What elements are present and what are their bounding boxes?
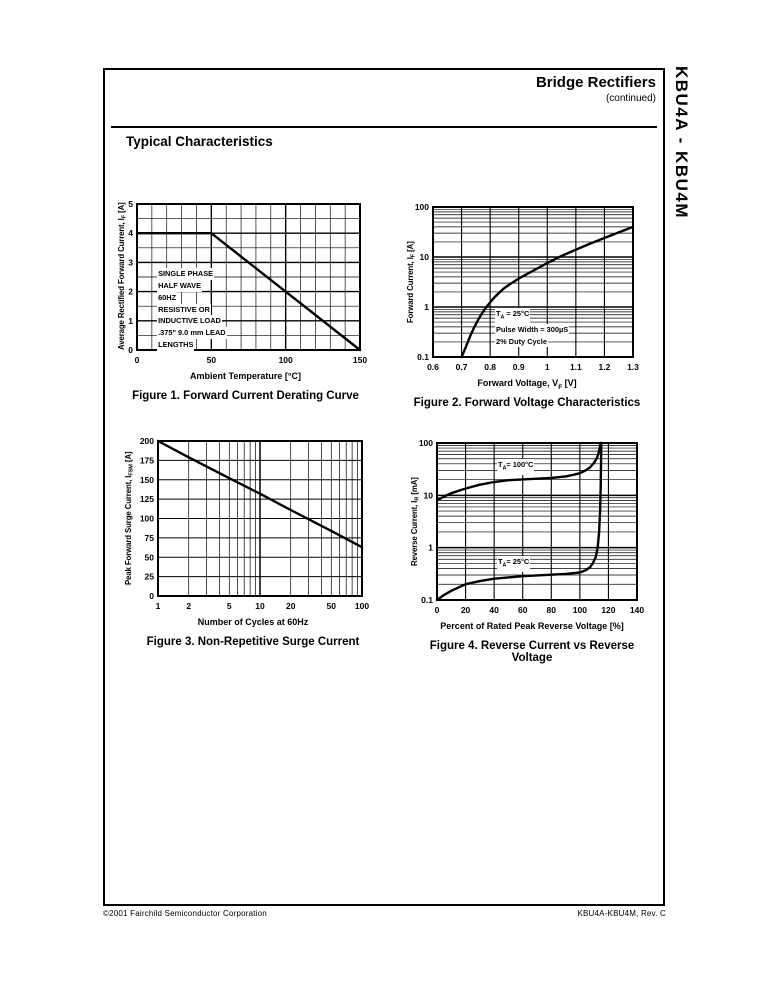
figure-3-chart-svg bbox=[128, 433, 378, 620]
y-tick-label: 4 bbox=[128, 228, 133, 239]
y-tick-label: 150 bbox=[139, 474, 154, 485]
figure-4-caption: Figure 4. Reverse Current vs Reverse Voltage bbox=[429, 639, 635, 664]
annotation-line: SINGLE PHASE bbox=[158, 269, 214, 279]
section-title: Typical Characteristics bbox=[126, 134, 273, 149]
annotation-line: INDUCTIVE LOAD bbox=[158, 316, 221, 326]
y-label-unit: [mA] bbox=[410, 477, 419, 497]
header-divider bbox=[111, 126, 657, 128]
y-tick-label: 5 bbox=[128, 199, 133, 209]
y-tick-label: 0 bbox=[128, 345, 133, 355]
y-label-unit: [A] bbox=[406, 241, 415, 254]
y-label-text: Peak Forward Surge Current, I bbox=[124, 475, 133, 586]
y-tick-label: 10 bbox=[419, 252, 429, 262]
y-tick-label: 200 bbox=[139, 436, 154, 446]
x-tick-label: 100 bbox=[278, 355, 293, 365]
annotation-line: 60HZ bbox=[158, 292, 177, 302]
x-tick-label: 120 bbox=[601, 605, 616, 615]
x-tick-label: 0 bbox=[434, 605, 440, 615]
x-tick-label: 150 bbox=[352, 355, 368, 365]
x-tick-label: 1 bbox=[544, 362, 550, 372]
y-tick-label: 0 bbox=[149, 591, 154, 601]
figure-2-forward-voltage bbox=[407, 197, 647, 409]
x-tick-label: 1.1 bbox=[569, 362, 582, 372]
chart-annotation bbox=[497, 556, 530, 572]
x-label-sub: F bbox=[558, 383, 563, 391]
annotation-line: 2% Duty Cycle bbox=[496, 336, 547, 346]
x-label-unit: [V] bbox=[562, 378, 577, 388]
x-tick-label: 5 bbox=[226, 601, 232, 611]
annotation-line: .375" 9.0 mm LEAD bbox=[158, 328, 226, 338]
y-label-text: Reverse Current, I bbox=[410, 500, 419, 566]
x-tick-label: 0.7 bbox=[455, 362, 468, 372]
y-tick-label: 1 bbox=[424, 302, 429, 312]
x-tick-label: 140 bbox=[629, 605, 645, 615]
figure-2-caption: Figure 2. Forward Voltage Characteristics bbox=[413, 396, 641, 409]
x-tick-label: 0.9 bbox=[512, 362, 525, 372]
x-tick-label: 1.3 bbox=[627, 362, 639, 372]
y-tick-label: 1 bbox=[128, 315, 133, 326]
footer-revision: KBU4A-KBU4M, Rev. C bbox=[577, 909, 666, 918]
y-tick-label: 25 bbox=[144, 571, 154, 582]
y-label-sub: F bbox=[121, 214, 128, 219]
x-tick-label: 40 bbox=[489, 605, 499, 615]
annotation-line: LENGTHS bbox=[158, 340, 194, 350]
x-tick-label: 20 bbox=[460, 605, 471, 615]
figure-2-chart-svg bbox=[407, 197, 647, 381]
x-tick-label: 50 bbox=[326, 601, 337, 611]
chart-annotation bbox=[497, 459, 534, 475]
figure-4-reverse-current bbox=[411, 435, 653, 664]
figure-1-caption: Figure 1. Forward Current Derating Curve bbox=[132, 389, 359, 402]
y-label-sub: F bbox=[410, 253, 417, 258]
figure-2-plot-area bbox=[407, 197, 647, 381]
x-tick-label: 100 bbox=[354, 601, 370, 611]
x-label-text: Forward Voltage, V bbox=[477, 378, 559, 388]
x-label-text: Number of Cycles at 60Hz bbox=[197, 617, 309, 627]
annotation-line: $T_A= 100^\circ C$ bbox=[497, 459, 534, 475]
chart-annotation bbox=[495, 308, 569, 348]
footer-copyright: ©2001 Fairchild Semiconductor Corporation bbox=[103, 909, 267, 918]
x-tick-label: 1.2 bbox=[598, 362, 611, 372]
x-tick-label: 2 bbox=[186, 601, 192, 611]
x-tick-label: 0 bbox=[134, 355, 140, 365]
annotation-line: RESISTIVE OR bbox=[158, 304, 210, 314]
page-title: Bridge Rectifiers bbox=[535, 74, 656, 91]
y-tick-label: 50 bbox=[144, 552, 154, 563]
figure-3-caption: Figure 3. Non-Repetitive Surge Current bbox=[146, 635, 360, 648]
y-tick-label: 3 bbox=[128, 257, 133, 268]
y-tick-label: 125 bbox=[139, 494, 154, 505]
y-label-unit: [A] bbox=[124, 451, 133, 465]
figure-3-plot-area bbox=[128, 433, 378, 620]
x-tick-label: 80 bbox=[546, 605, 557, 615]
y-tick-label: 100 bbox=[139, 513, 154, 524]
y-tick-label: 100 bbox=[418, 438, 433, 448]
x-tick-label: 0.6 bbox=[427, 362, 439, 372]
y-tick-label: 10 bbox=[423, 490, 433, 501]
y-label-unit: [A] bbox=[117, 202, 126, 215]
x-tick-label: 20 bbox=[285, 601, 296, 611]
x-tick-label: 10 bbox=[255, 601, 265, 611]
y-tick-label: 0.1 bbox=[421, 595, 433, 605]
part-number-side-tab: KBU4A - KBU4M bbox=[672, 66, 691, 219]
y-label-sub: FSM bbox=[128, 464, 135, 476]
y-label-text: Average Rectified Forward Current, I bbox=[117, 218, 126, 350]
y-tick-label: 1 bbox=[428, 542, 433, 553]
y-tick-label: 0.1 bbox=[417, 352, 429, 362]
figure-1-plot-area bbox=[119, 196, 372, 374]
y-tick-label: 175 bbox=[139, 455, 154, 466]
x-tick-label: 1 bbox=[155, 601, 161, 611]
y-tick-label: 100 bbox=[414, 202, 429, 212]
figure-1-forward-current-derating bbox=[119, 196, 372, 402]
chart-annotation bbox=[157, 268, 227, 351]
figure-3-surge-current bbox=[124, 433, 378, 648]
y-tick-label: 2 bbox=[128, 286, 133, 297]
annotation-line: $T_A= 25^\circ C$ bbox=[497, 556, 530, 572]
y-label-sub: R bbox=[414, 496, 421, 501]
y-label-text: Forward Current, I bbox=[406, 257, 415, 323]
annotation-line: $T_A = 25^\circ C$ bbox=[495, 308, 530, 324]
annotation-line: HALF WAVE bbox=[158, 281, 202, 291]
x-tick-label: 60 bbox=[517, 605, 528, 615]
figure-4-plot-area bbox=[411, 435, 653, 624]
x-tick-label: 0.8 bbox=[484, 362, 497, 372]
annotation-line: Pulse Width = 300µS bbox=[496, 324, 569, 334]
x-label-text: Ambient Temperature [°C] bbox=[190, 371, 301, 381]
x-tick-label: 50 bbox=[206, 355, 217, 365]
x-label-text: Percent of Rated Peak Reverse Voltage [%] bbox=[440, 621, 624, 631]
x-tick-label: 100 bbox=[572, 605, 587, 615]
y-tick-label: 75 bbox=[144, 532, 154, 543]
page-subtitle: (continued) bbox=[605, 93, 656, 104]
